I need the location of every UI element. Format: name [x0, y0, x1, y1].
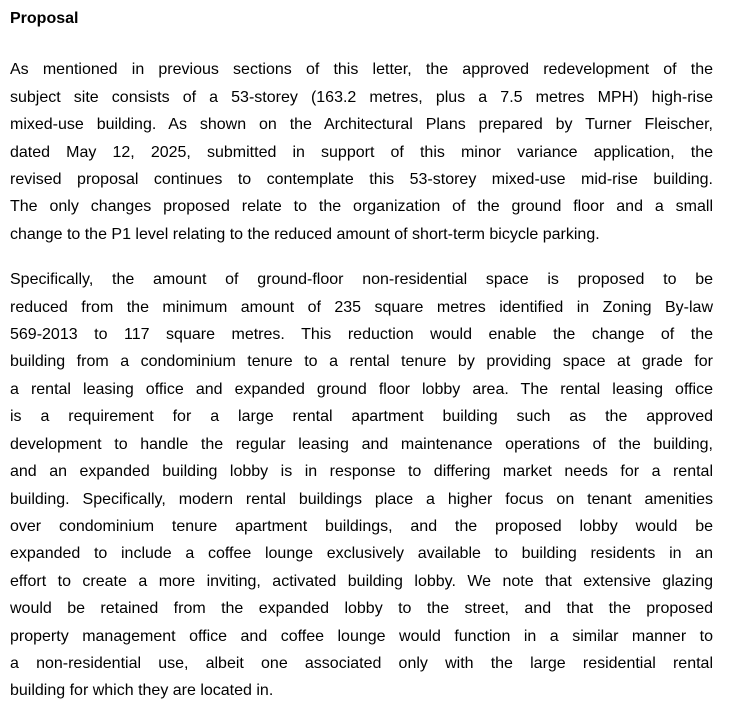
text-line: revised proposal continues to contemplate this 53-storey mixed-use mid-rise building. — [10, 171, 713, 189]
text-line: As mentioned in previous sections of this letter, the approved redevelopment of the — [10, 61, 713, 79]
text-line: reduced from the minimum amount of 235 square metres identified in Zoning By-law — [10, 298, 713, 316]
text-line: dated May 12, 2025, submitted in support of this minor variance application, the — [10, 143, 713, 161]
text-line: expanded to include a coffee lounge exclusively available to building residents in an — [10, 545, 713, 563]
text-line: a non-residential use, albeit one associated only with the large residential rental — [10, 654, 713, 672]
text-line: building from a condominium tenure to a rental tenure by providing space at grade for — [10, 353, 713, 371]
text-line: a rental leasing office and expanded ground floor lobby area. The rental leasing office — [10, 380, 713, 398]
text-line: would be retained from the expanded lobby to the street, and that the proposed — [10, 600, 713, 618]
text-line: building. Specifically, modern rental buildings place a higher focus on tenant amenities — [10, 490, 713, 508]
text-line: and an expanded building lobby is in response to differing market needs for a rental — [10, 463, 713, 481]
text-line: development to handle the regular leasing and maintenance operations of the building, — [10, 435, 713, 453]
text-line: 569-2013 to 117 square metres. This reduction would enable the change of the — [10, 326, 713, 344]
section-heading: Proposal — [10, 10, 79, 27]
text-line: Specifically, the amount of ground-floor non-residential space is proposed to be — [10, 271, 713, 289]
text-line: is a requirement for a large rental apartment building such as the approved — [10, 408, 713, 426]
text-line: The only changes proposed relate to the organization of the ground floor and a small — [10, 198, 713, 216]
text-line: building for which they are located in. — [10, 682, 274, 700]
text-line: subject site consists of a 53-storey (163.2 metres, plus a 7.5 metres MPH) high-rise — [10, 88, 713, 106]
text-line: change to the P1 level relating to the reduced amount of short-term bicycle parking. — [10, 225, 600, 243]
paragraph-proposal-overview — [10, 56, 713, 248]
text-line: over condominium tenure apartment buildings, and the proposed lobby would be — [10, 517, 713, 535]
text-line: effort to create a more inviting, activated building lobby. We note that extensive glazing — [10, 572, 713, 590]
text-line: mixed-use building. As shown on the Architectural Plans prepared by Turner Fleischer, — [10, 116, 713, 134]
paragraph-ground-floor-reduction — [10, 266, 713, 705]
text-line: property management office and coffee lounge would function in a similar manner to — [10, 627, 713, 645]
